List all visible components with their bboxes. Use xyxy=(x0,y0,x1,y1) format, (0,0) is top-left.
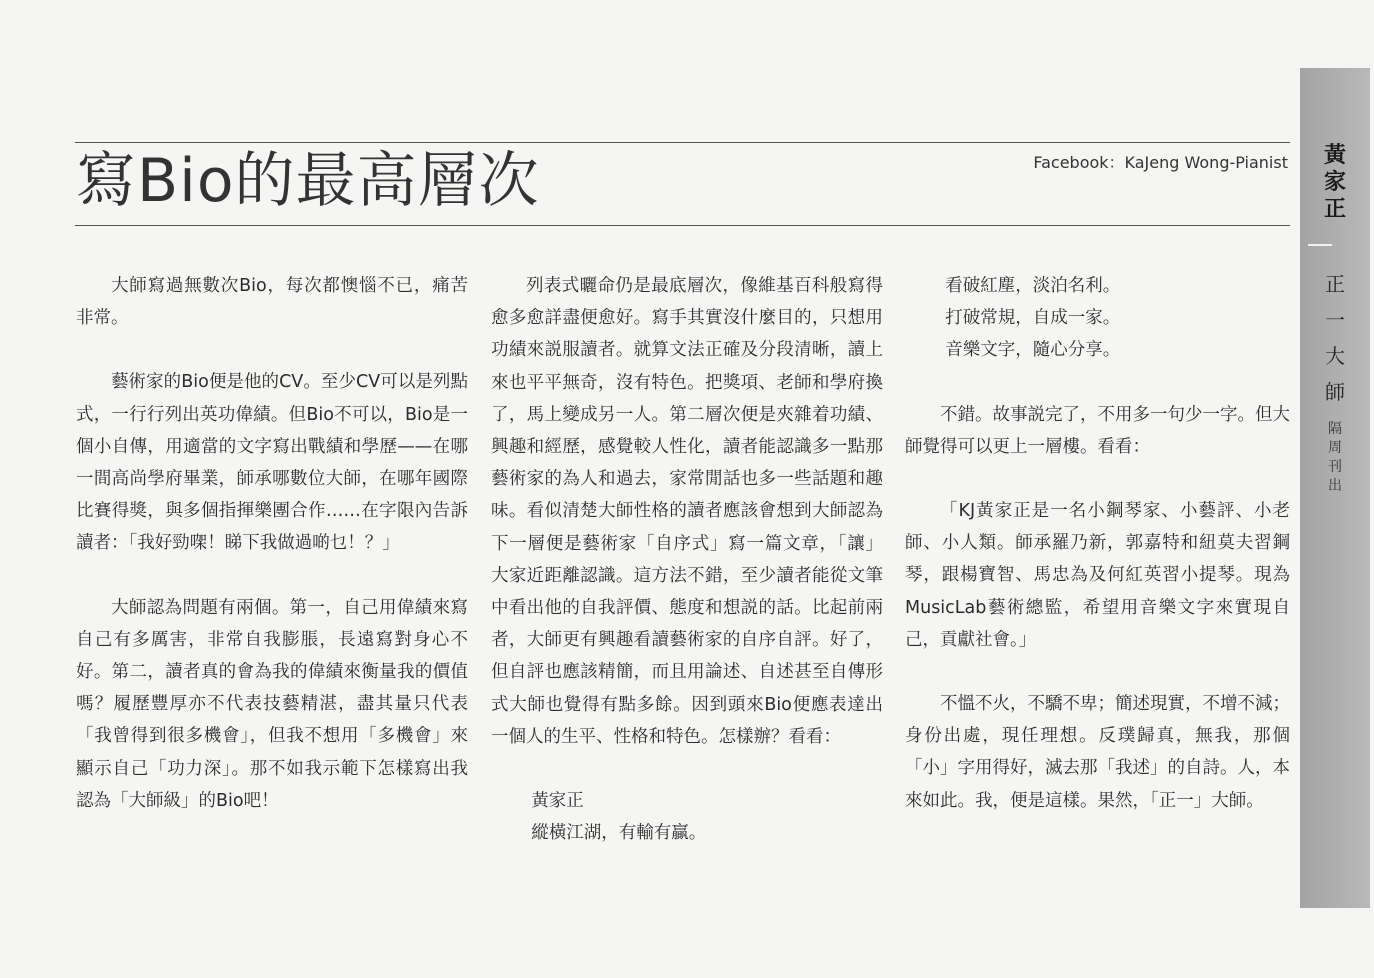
sidebar-divider xyxy=(1308,244,1332,246)
paragraph: 大師認為問題有兩個。第一，自己用偉績來寫自己有多厲害，非常自我膨脹，長遠寫對身心不好。第二，讀者真的會為我的偉績來衡量我的價值嗎？履歷豐厚亦不代表技藝精湛，盡其量只代表「我曾得到很多機會」，但我不想用「多機會」來顯示自己「功力深」。那不如我示範下怎樣寫出我認為「大師級」的Bio吧！ xyxy=(76,597,468,811)
poem-line: 打破常規，自成一家。 xyxy=(945,308,1121,329)
sidebar-char: 家 xyxy=(1323,169,1346,195)
sidebar-column-name xyxy=(1300,266,1370,410)
sidebar-char: 周 xyxy=(1328,440,1342,456)
sidebar-char: 師 xyxy=(1325,380,1345,404)
column-3 xyxy=(905,270,1290,849)
column-sidebar xyxy=(1300,68,1370,908)
sidebar-char: 正 xyxy=(1325,272,1345,296)
sidebar-char: 出 xyxy=(1328,478,1342,494)
bio-poem-part-2 xyxy=(905,270,1290,367)
poem-line: 縱橫江湖，有輸有贏。 xyxy=(531,823,707,844)
facebook-credit: Facebook：KaJeng Wong-Pianist xyxy=(1033,153,1288,172)
title-underline xyxy=(75,225,1290,226)
sidebar-char: 正 xyxy=(1323,196,1346,222)
bio-poem-part-1 xyxy=(491,785,883,849)
paragraph: 不慍不火，不驕不卑；簡述現實，不增不減；身份出處，現任理想。反璞歸真，無我，那個「小」字用得好，滅去那「我述」的自詩。人，本來如此。我，便是這樣。果然，「正一」大師。 xyxy=(905,694,1290,811)
poem-line: 黃家正 xyxy=(531,791,584,812)
paragraph: 不錯。故事説完了，不用多一句少一字。但大師覺得可以更上一層樓。看看： xyxy=(905,404,1290,457)
column-1 xyxy=(76,270,468,849)
paragraph: 「KJ黃家正是一名小鋼琴家、小藝評、小老師、小人類。師承羅乃新，郭嘉特和紐莫夫習鋼琴，跟楊寶智、馬忠為及何紅英習小提琴。現為MusicLab藝術總監，希望用音樂文字來實現自己，貢獻社會。」 xyxy=(905,501,1290,650)
paragraph: 列表式曬命仍是最底層次，像維基百科般寫得愈多愈詳盡便愈好。寫手其實沒什麼目的，只想用功績來説服讀者。就算文法正確及分段清晰，讀上來也平平無奇，沒有特色。把獎項、老師和學府換了，馬上變成另一人。第二層次便是夾雜着功績、興趣和經歷，感覺較人性化，讀者能認識多一點那藝術家的為人和過去，家常閒話也多一些話題和趣味。看似清楚大師性格的讀者應該會想到大師認為下一層便是藝術家「自序式」寫一篇文章，「讓」大家近距離認識。這方法不錯，至少讀者能從文筆中看出他的自我評價、態度和想説的話。比起前兩者，大師更有興趣看讀藝術家的自序自評。好了，但自評也應該精簡，而且用論述、自述甚至自傳形式大師也覺得有點多餘。因到頭來Bio便應表達出一個人的生平、性格和特色。怎樣辦？看看： xyxy=(491,276,883,747)
poem-line: 看破紅塵，淡泊名利。 xyxy=(945,276,1121,296)
poem-line: 音樂文字，隨心分享。 xyxy=(945,340,1121,361)
sidebar-author xyxy=(1300,142,1370,223)
sidebar-char: 黃 xyxy=(1323,142,1346,168)
sidebar-char: 隔 xyxy=(1328,421,1342,437)
article-title: 寫Bio的最高層次 xyxy=(76,146,540,216)
paragraph: 大師寫過無數次Bio，每次都懊惱不已，痛苦非常。 xyxy=(76,276,468,329)
sidebar-char: 大 xyxy=(1325,344,1345,368)
sidebar-char: 刊 xyxy=(1328,459,1342,475)
paragraph: 藝術家的Bio便是他的CV。至少CV可以是列點式，一行行列出英功偉績。但Bio不可以，Bio是一個小自傳，用適當的文字寫出戰績和學歷——在哪一間高尚學府畢業，師承哪數位大師，在哪年國際比賽得獎，與多個指揮樂團合作……在字限內告訴讀者：「我好勁㗎！睇下我做過啲乜！？」 xyxy=(76,372,468,554)
sidebar-frequency xyxy=(1300,420,1370,496)
column-2 xyxy=(491,270,883,881)
sidebar-char: 一 xyxy=(1325,308,1345,332)
